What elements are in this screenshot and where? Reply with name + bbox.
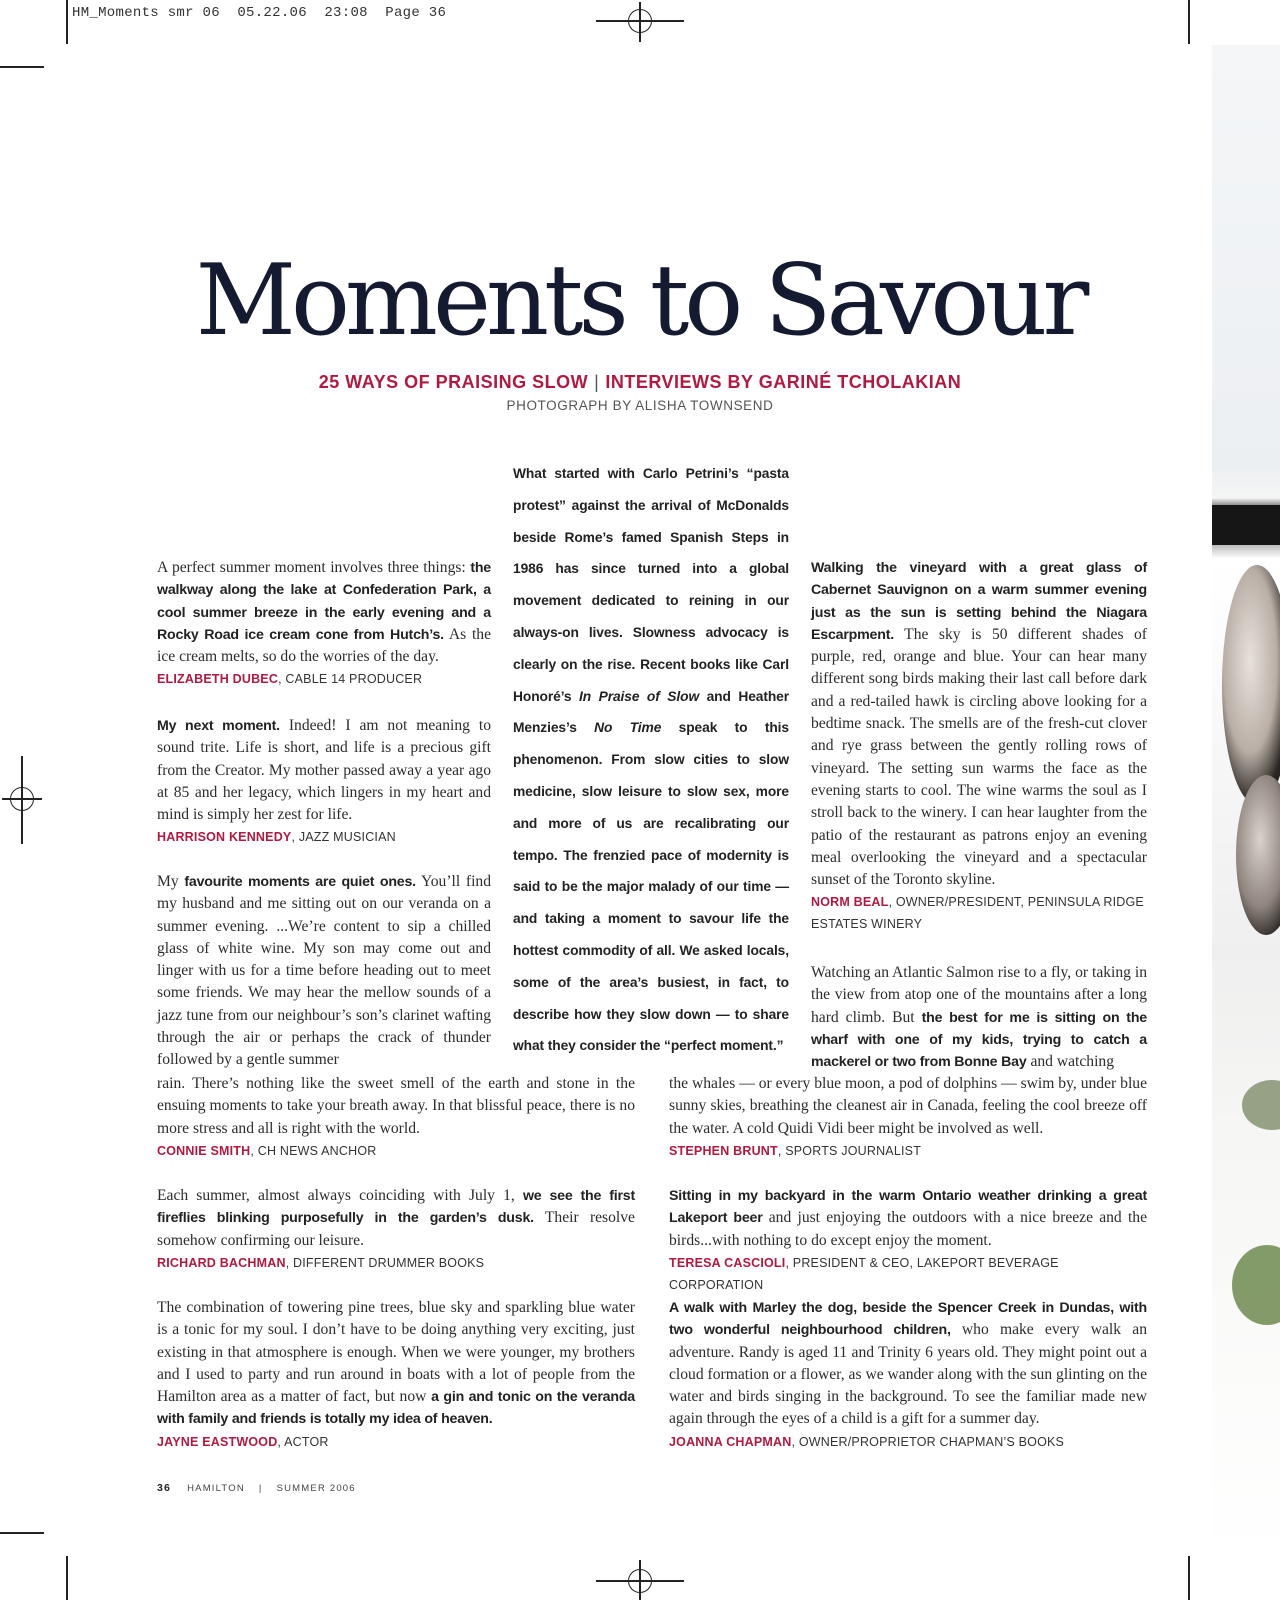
crop-mark bbox=[0, 1532, 44, 1534]
attribution: RICHARD BACHMAN, DIFFERENT DRUMMER BOOKS bbox=[157, 1255, 485, 1270]
crop-mark bbox=[66, 1556, 68, 1600]
attribution: NORM BEAL, OWNER/PRESIDENT, PENINSULA RIDGE ESTATES WINERY bbox=[811, 895, 1144, 932]
attribution: TERESA CASCIOLI, PRESIDENT & CEO, LAKEPORT BEVERAGE CORPORATION bbox=[669, 1255, 1059, 1292]
page-folio bbox=[157, 1482, 356, 1494]
entry-connie-smith-continued: rain. There’s nothing like the sweet smell of the earth and stone in the ensuing moments to take your breath away. In that blissful peace, there is no more stress and all is right with the world. CONNIE SMITH, CH NEWS ANCHOR bbox=[157, 1073, 635, 1162]
entry-richard-bachman: Each summer, almost always coinciding with July 1, we see the first fireflies blinking purposefully in the garden’s dusk. Their resolve somehow confirming our leisure. RICHARD BACHMAN, DIFFERENT DRUMMER BOOKS bbox=[157, 1185, 635, 1274]
entry-joanna-chapman: A walk with Marley the dog, beside the Spencer Creek in Dundas, with two wonderful neighbourhood children, who make every walk an adventure. Randy is aged 11 and Trinity 6 years old. They might point out a cloud formation or a flower, as we wander along with the sun glinting on the water and birds singing in the background. To see the familiar made new again through the eyes of a child is a gift for a summer day. JOANNA CHAPMAN, OWNER/PROPRIETOR CHAPMAN’S BOOKS bbox=[669, 1297, 1147, 1453]
magazine-name: HAMILTON bbox=[187, 1483, 245, 1494]
article-title: Moments to Savour bbox=[195, 244, 1085, 358]
issue-date: SUMMER 2006 bbox=[276, 1483, 356, 1494]
photo-credit: PHOTOGRAPH BY ALISHA TOWNSEND bbox=[506, 398, 774, 413]
subtitle-byline: INTERVIEWS BY GARINÉ TCHOLAKIAN bbox=[605, 372, 962, 392]
entry-elizabeth-dubec: A perfect summer moment involves three things: the walkway along the lake at Confederation Park, a cool summer breeze in the early evening and a Rocky Road ice cream cone from Hutch’s. As the ice cream melts, so do the worries of the day. ELIZABETH DUBEC, CABLE 14 PRODUCER bbox=[157, 557, 491, 690]
entry-stephen-brunt: Watching an Atlantic Salmon rise to a fly, or taking in the view from atop one of the mountains after a long hard climb. But the best for me is sitting on the wharf with one of my kids, trying to catch a mackerel or two from Bonne Bay and watching bbox=[811, 964, 1147, 1071]
subtitle-divider: | bbox=[594, 372, 600, 392]
folio-divider: | bbox=[258, 1483, 263, 1494]
attribution: CONNIE SMITH, CH NEWS ANCHOR bbox=[157, 1143, 377, 1158]
entry-stephen-brunt-continued: the whales — or every blue moon, a pod of dolphins — swim by, under blue sunny skies, breathing the cleanest air in Canada, feeling the cool breeze off the water. A cold Quidi Vidi beer might be involved as well. STEPHEN BRUNT, SPORTS JOURNALIST bbox=[669, 1073, 1147, 1162]
crop-mark bbox=[1188, 1556, 1190, 1600]
entry-teresa-cascioli: Sitting in my backyard in the warm Ontario weather drinking a great Lakeport beer and just enjoying the outdoors with a nice breeze and the birds...with nothing to do except enjoy the moment. TERESA CASCIOLI, PRESIDENT & CEO, LAKEPORT BEVERAGE CORPORATION bbox=[669, 1185, 1147, 1296]
intro-text: What started with Carlo Petrini’s “pasta protest” against the arrival of McDonalds beside Rome’s famed Spanish Steps in 1986 has since turned into a global movement dedicated to reining in our always-on lives. Slowness advocacy is clearly on the rise. Recent books like Carl Honoré’s In Praise of Slow and Heather Menzies’s No Time speak to this phenomenon. From slow cities to slow medicine, slow leisure to slow sex, more and more of us are recalibrating our tempo. The frenzied pace of modernity is said to be the major malady of our time — and taking a moment to savour life the hottest commodity of all. We asked locals, some of the area’s busiest, in fact, to describe how they slow down — to share what they consider the “perfect moment.” bbox=[513, 466, 790, 1054]
attribution: JOANNA CHAPMAN, OWNER/PROPRIETOR CHAPMAN’S BOOKS bbox=[669, 1434, 1065, 1449]
attribution: ELIZABETH DUBEC, CABLE 14 PRODUCER bbox=[157, 672, 423, 687]
attribution: JAYNE EASTWOOD, ACTOR bbox=[157, 1434, 329, 1449]
page-number: 36 bbox=[157, 1482, 172, 1494]
entry-connie-smith: My favourite moments are quiet ones. You’ll find my husband and me sitting out on our veranda on a summer evening. ...We’re content to sip a chilled glass of white wine. My son may come out and linger with us for a time before heading out to meet some friends. We may hear the mellow sounds of a jazz tune from our neighbour’s son’s clarinet wafting through the air or perhaps the crack of thunder followed by a gentle summer bbox=[157, 873, 491, 1069]
book-title: No Time bbox=[594, 720, 662, 736]
crop-mark bbox=[1188, 0, 1190, 44]
attribution: STEPHEN BRUNT, SPORTS JOURNALIST bbox=[669, 1143, 922, 1158]
entry-jayne-eastwood: The combination of towering pine trees, blue sky and sparkling blue water is a tonic for my soul. I don’t have to be doing anything very exciting, just existing in that atmosphere is enough. When we were younger, my brothers and I used to party and run around in boats with a lot of people from the Hamilton area as a matter of fact, but now a gin and tonic on the veranda with family and friends is totally my idea of heaven. JAYNE EASTWOOD, ACTOR bbox=[157, 1297, 635, 1453]
article-subtitle bbox=[0, 372, 1280, 393]
book-title: In Praise of Slow bbox=[579, 688, 700, 704]
crop-mark bbox=[0, 66, 44, 68]
entry-harrison-kennedy: My next moment. Indeed! I am not meaning to sound trite. Life is short, and life is a precious gift from the Creator. My mother passed away a year ago at 85 and her legacy, which lingers in my heart and mind is simply her zest for life. HARRISON KENNEDY, JAZZ MUSICIAN bbox=[157, 715, 491, 848]
subtitle-tagline: 25 WAYS OF PRAISING SLOW bbox=[318, 372, 589, 392]
entry-norm-beal: Walking the vineyard with a great glass of Cabernet Sauvignon on a warm summer evening just as the sun is setting behind the Niagara Escarpment. The sky is 50 different shades of purple, red, orange and blue. Your can hear many different song birds making their last call before dark and a red-tailed hawk is circling above looking for a bedtime snack. The smells are of the fresh-cut clover and rye grass between the gently rolling rows of vineyard. The setting sun warms the face as the evening starts to cool. The wine warms the soul as I stroll back to the winery. I can hear laughter from the patio of the restaurant as patrons enjoy an evening meal overlooking the vineyard and a spectacular sunset of the Toronto skyline. NORM BEAL, OWNER/PRESIDENT, PENINSULA RIDGE ESTATES WINERY bbox=[811, 557, 1147, 935]
print-slug: HM_Moments smr 06 05.22.06 23:08 Page 36 bbox=[72, 5, 447, 21]
attribution: HARRISON KENNEDY, JAZZ MUSICIAN bbox=[157, 830, 396, 845]
crop-mark bbox=[66, 0, 68, 44]
